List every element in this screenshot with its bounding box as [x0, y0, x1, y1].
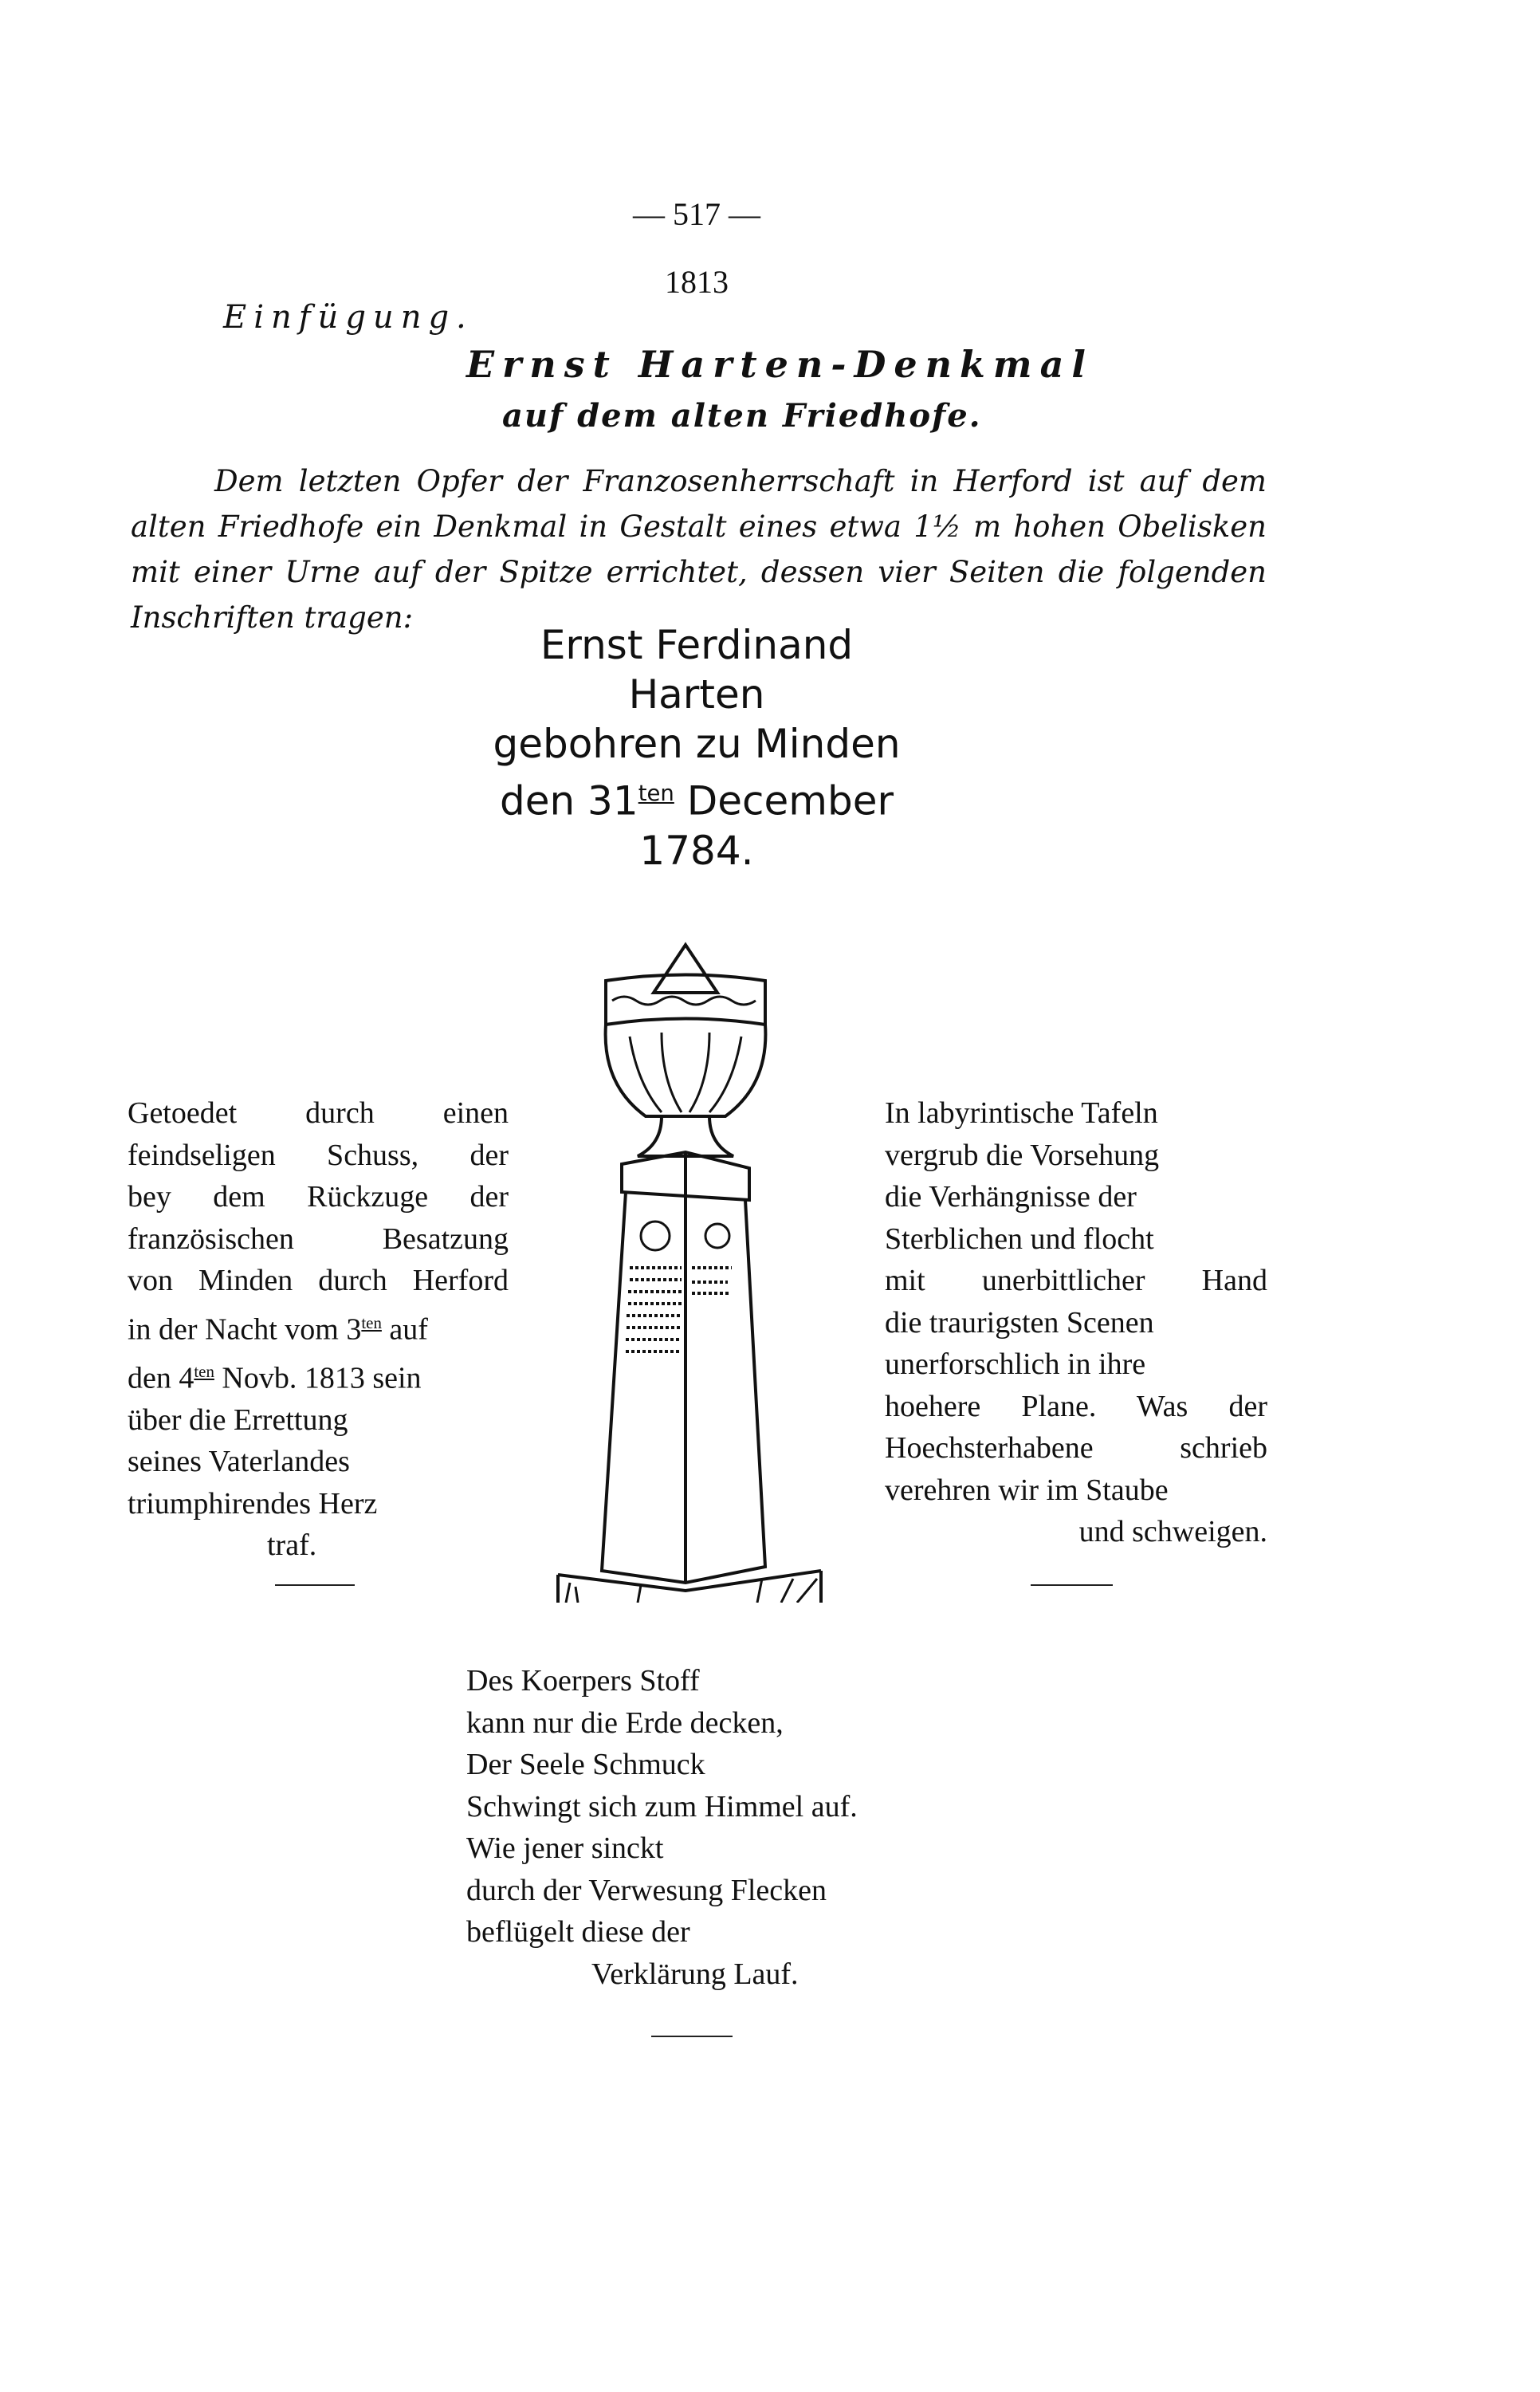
insc-line: Sterblichen und flocht — [885, 1222, 1154, 1256]
insc-line: bey dem Rückzuge der — [128, 1180, 509, 1214]
insc-line — [128, 1351, 509, 1399]
insc-line: hoehere Plane. Was der — [885, 1389, 1267, 1423]
page-title: Ernst Harten-Denkmal — [466, 343, 1094, 386]
insc-line: seines Vaterlandes — [128, 1445, 350, 1479]
insc-sup: ten — [361, 1312, 382, 1332]
urn-rim — [606, 975, 765, 1025]
obelisk-shaft — [602, 1192, 765, 1583]
insc-line: verehren wir im Staube — [885, 1473, 1169, 1507]
insc-line: Hoechsterhabene schrieb — [885, 1431, 1267, 1465]
insc-line: Getoedet durch einen — [128, 1096, 509, 1130]
insc-line: triumphirendes Herz — [128, 1486, 378, 1521]
inscription-back — [466, 1660, 858, 1995]
insc-line: Wie jener sinckt — [466, 1831, 664, 1865]
insc-line: durch der Verwesung Flecken — [466, 1873, 827, 1907]
page-number: — 517 — — [633, 196, 760, 232]
inscription-left — [128, 1092, 509, 1567]
year-heading: 1813 — [665, 264, 729, 300]
intro-paragraph: Dem letzten Opfer der Franzosenherrschaft in Herford ist auf dem alten Friedhofe ein Denkmal in Gestalt eines etwa 1½ m hohen Obelisken mit einer Urne auf der Spitze errichtet, dessen vier Seiten die folgenden Inschriften tragen: — [131, 464, 1267, 635]
insc-line: Harten — [628, 671, 765, 718]
insertion-label: Einfügung. — [223, 299, 473, 336]
insc-line — [128, 1302, 509, 1351]
base — [558, 1571, 821, 1603]
insc-line: die Verhängnisse der — [885, 1180, 1137, 1214]
insc-line — [0, 769, 1393, 826]
insc-line: 1784. — [639, 827, 754, 874]
insc-line: feindseligen Schuss, der — [128, 1138, 509, 1172]
insc-line: über die Errettung — [128, 1403, 348, 1437]
insc-line: vergrub die Vorsehung — [885, 1138, 1160, 1172]
insc-line: kann nur die Erde decken, — [466, 1705, 784, 1740]
insc-line: mit unerbittlicher Hand — [885, 1264, 1267, 1297]
insc-text: December — [686, 777, 894, 824]
obelisk-illustration — [518, 925, 877, 1603]
divider — [1031, 1584, 1113, 1586]
insc-line: traf. — [267, 1528, 317, 1563]
insc-line: Verklärung Lauf. — [591, 1957, 799, 1991]
insc-line: Schwingt sich zum Himmel auf. — [466, 1789, 858, 1824]
insc-text: den 4 — [128, 1361, 194, 1395]
insc-line: beflügelt diese der — [466, 1915, 690, 1949]
insc-line: von Minden durch Herford — [128, 1264, 509, 1297]
insc-line: Der Seele Schmuck — [466, 1748, 705, 1781]
inscription-front — [0, 620, 1393, 875]
insc-text: den 31 — [499, 777, 638, 824]
insc-sup: ten — [638, 781, 674, 806]
inscription-right — [885, 1092, 1267, 1553]
insc-text: auf — [389, 1312, 428, 1347]
insc-line: unerforschlich in ihre — [885, 1347, 1146, 1381]
insc-line: In labyrintische Tafeln — [885, 1096, 1158, 1130]
insc-line: Des Koerpers Stoff — [466, 1664, 700, 1698]
insc-line: und schweigen. — [1078, 1515, 1267, 1548]
insc-line: Ernst Ferdinand — [540, 622, 854, 668]
insc-text: in der Nacht vom 3 — [128, 1312, 362, 1347]
insc-line: gebohren zu Minden — [493, 721, 901, 767]
divider — [651, 2036, 733, 2037]
page-subtitle: auf dem alten Friedhofe. — [502, 397, 982, 435]
urn-lid — [654, 945, 717, 993]
insc-line: die traurigsten Scenen — [885, 1305, 1154, 1340]
urn-foot — [638, 1116, 733, 1156]
insc-line: französischen Besatzung — [128, 1222, 509, 1256]
insc-sup: ten — [194, 1361, 214, 1381]
insc-text: Novb. 1813 sein — [222, 1361, 422, 1395]
divider — [275, 1584, 355, 1586]
